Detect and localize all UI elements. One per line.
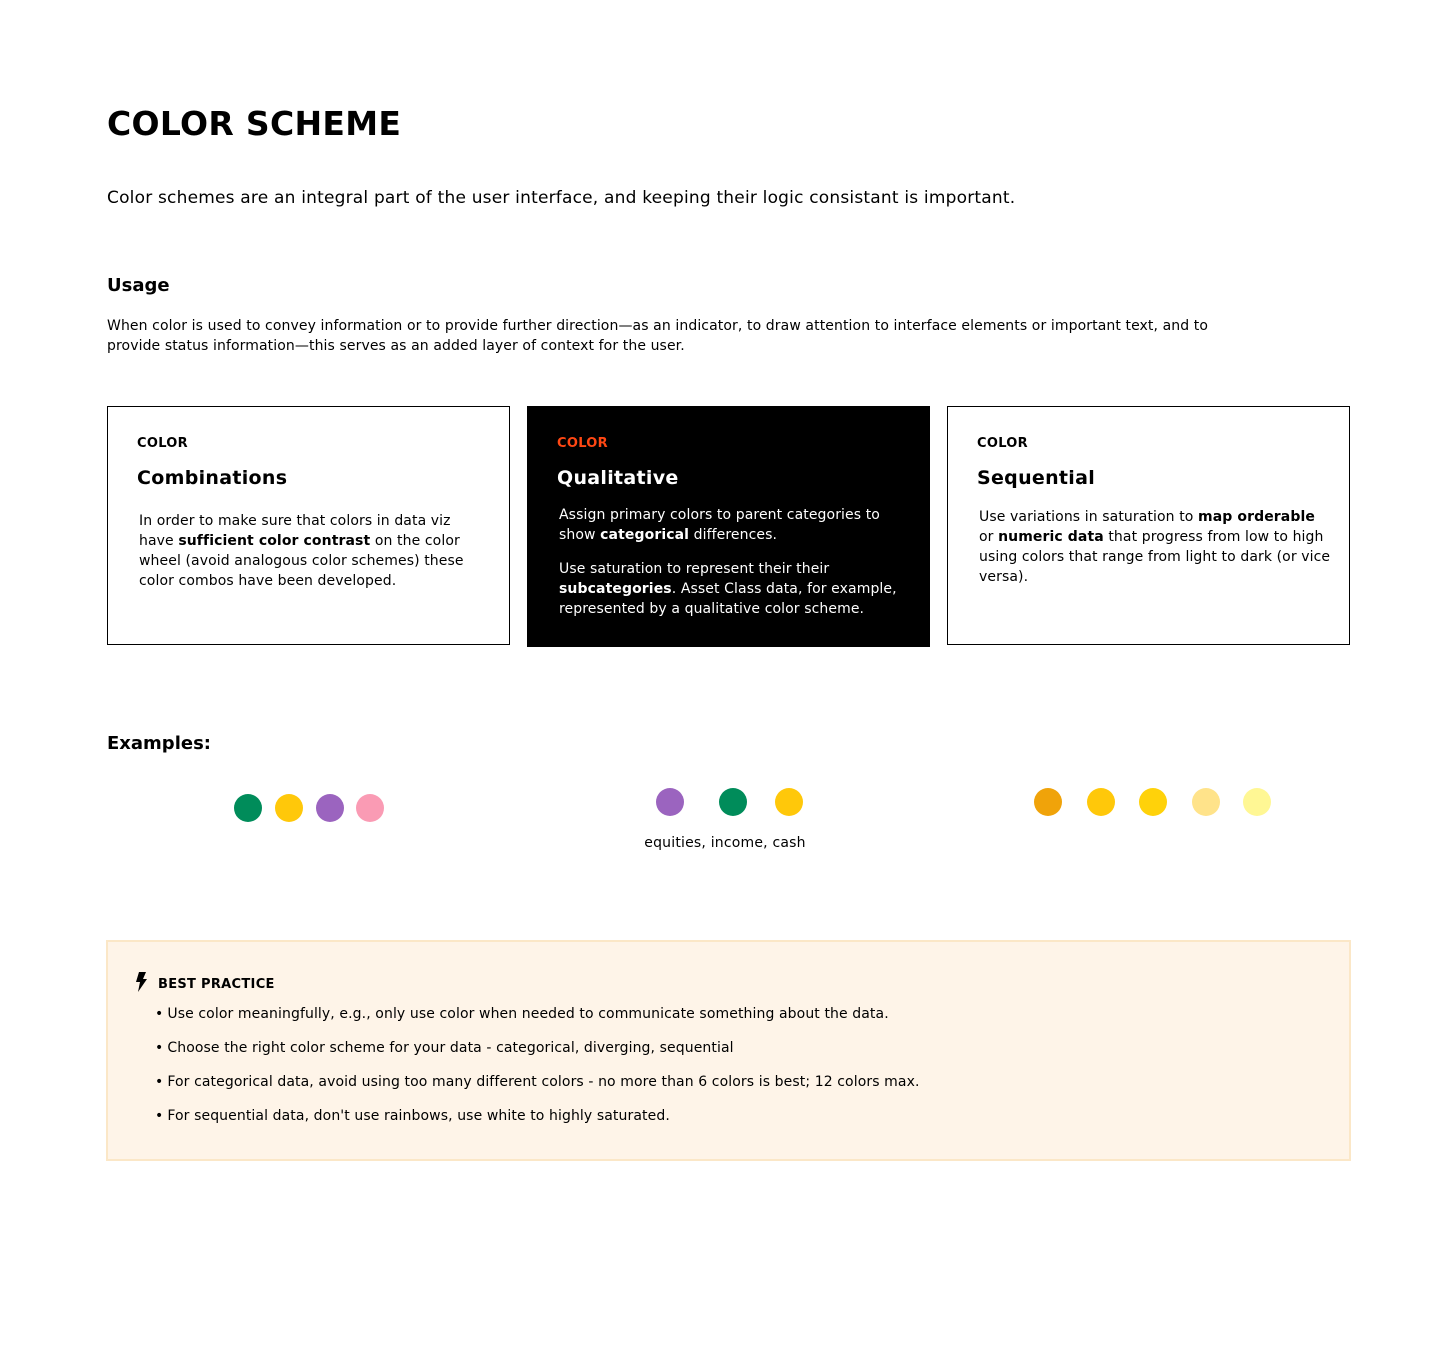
- qualitative-swatch: [719, 788, 747, 816]
- card-description: Use variations in saturation to map orderable or numeric data that progress from low to high using colors that range from light to dark (or vice versa).: [979, 509, 1331, 585]
- list-item: • Use color meaningfully, e.g., only use color when needed to communicate something about the data.: [155, 1006, 889, 1022]
- card-description: Assign primary colors to parent categories to show categorical differences.: [559, 507, 880, 543]
- lightning-bolt-icon: [134, 972, 148, 992]
- card-eyebrow: COLOR: [977, 436, 1028, 451]
- sequential-swatch: [1034, 788, 1062, 816]
- list-item: • For sequential data, don't use rainbows, use white to highly saturated.: [155, 1108, 670, 1124]
- card-sequential: [947, 406, 1350, 645]
- best-practice-heading: BEST PRACTICE: [158, 977, 275, 992]
- combination-swatch: [275, 794, 303, 822]
- sequential-swatch: [1087, 788, 1115, 816]
- list-item: • For categorical data, avoid using too many different colors - no more than 6 colors is best; 12 colors max.: [155, 1074, 920, 1090]
- list-item: • Choose the right color scheme for your data - categorical, diverging, sequential: [155, 1040, 734, 1056]
- combination-swatch: [234, 794, 262, 822]
- qualitative-swatch: [656, 788, 684, 816]
- examples-heading: Examples:: [107, 733, 211, 754]
- usage-description: When color is used to convey information or to provide further direction—as an indicator, to draw attention to interface elements or important text, and to provide status information—this serves as an added layer of context for the user.: [107, 318, 1209, 354]
- card-description: In order to make sure that colors in data viz have sufficient color contrast on the color wheel (avoid analogous color schemes) these color combos have been developed.: [139, 513, 464, 589]
- combination-swatch: [316, 794, 344, 822]
- card-title: Sequential: [977, 467, 1096, 489]
- sequential-swatch: [1243, 788, 1271, 816]
- qualitative-caption: equities, income, cash: [644, 835, 806, 851]
- card-title: Combinations: [137, 467, 288, 489]
- qualitative-swatch: [775, 788, 803, 816]
- card-combinations: [107, 406, 510, 645]
- best-practice-list: [155, 1004, 920, 1140]
- sequential-swatch: [1192, 788, 1220, 816]
- card-eyebrow: COLOR: [137, 436, 188, 451]
- card-qualitative: [527, 406, 930, 647]
- sequential-swatch: [1139, 788, 1167, 816]
- card-title: Qualitative: [557, 467, 679, 489]
- card-eyebrow: COLOR: [557, 436, 608, 451]
- page-title: COLOR SCHEME: [107, 104, 402, 143]
- best-practice-callout: [106, 940, 1351, 1161]
- combination-swatch: [356, 794, 384, 822]
- card-description-secondary: Use saturation to represent their their subcategories. Asset Class data, for example, represented by a qualitative color scheme.: [559, 561, 897, 617]
- intro-text: Color schemes are an integral part of the user interface, and keeping their logic consistant is important.: [107, 188, 1016, 208]
- usage-heading: Usage: [107, 275, 170, 296]
